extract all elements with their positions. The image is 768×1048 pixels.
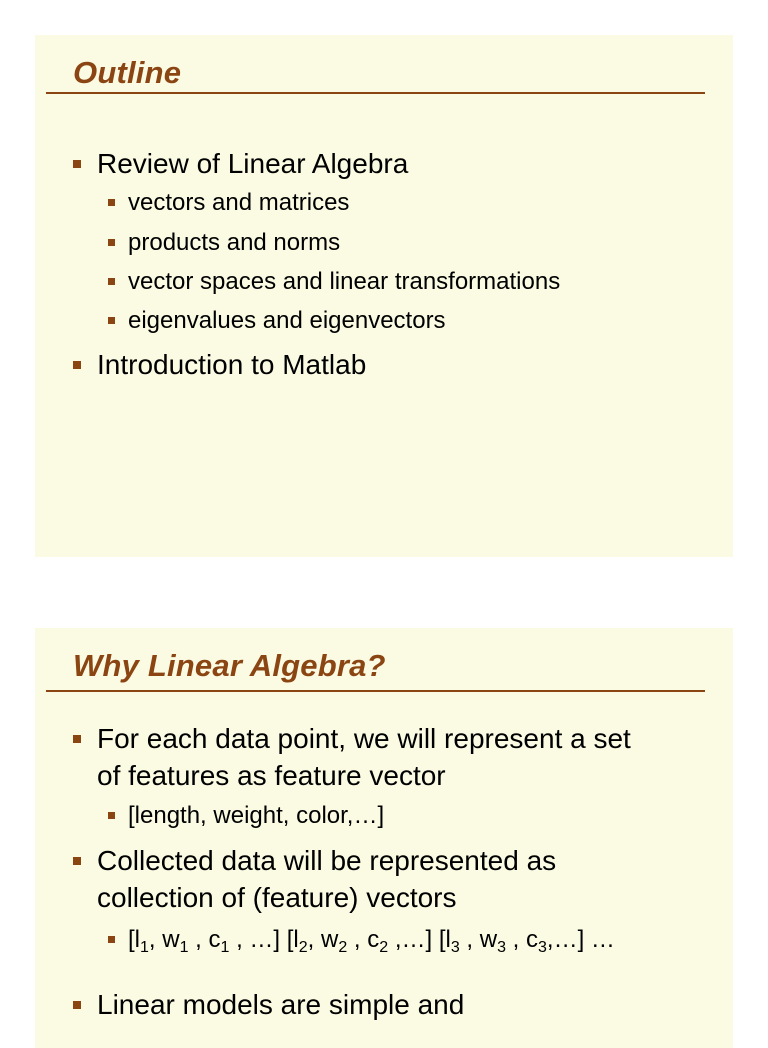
- bullet-text: eigenvalues and eigenvectors: [128, 307, 446, 334]
- bullet-square-icon: [108, 317, 115, 324]
- bullet-square-icon: [108, 239, 115, 246]
- list-item: [128, 306, 728, 336]
- list-item: [128, 267, 728, 297]
- bullet-text: Introduction to Matlab: [97, 349, 367, 380]
- bullet-text: vector spaces and linear transformations: [128, 268, 561, 295]
- list-item: [97, 986, 727, 1023]
- bullet-text: vectors and matrices: [128, 189, 350, 216]
- list-item: [128, 801, 728, 831]
- title-rule: [46, 690, 705, 692]
- slide-outline: [35, 35, 733, 557]
- slide-why-linear-algebra: [35, 628, 733, 1048]
- bullet-text-line: collection of (feature) vectors: [97, 882, 457, 913]
- bullet-text: [length, weight, color,…]: [128, 802, 385, 829]
- list-item: [97, 346, 727, 383]
- bullet-square-icon: [73, 1001, 81, 1009]
- list-item: [128, 925, 728, 955]
- bullet-text: products and norms: [128, 229, 341, 256]
- bullet-square-icon: [108, 278, 115, 285]
- list-item: [97, 720, 727, 794]
- bullet-square-icon: [73, 735, 81, 743]
- vector-sequence: [$l_1$, $w_1$ , $c_1$ , …] [$l_2$, $w_2$ , $c_2$ ,…] [$l_3$ , $w_3$ , $c_3,\dots$] …: [128, 926, 615, 956]
- bullet-square-icon: [73, 361, 81, 369]
- bullet-text: Linear models are simple and: [97, 989, 465, 1020]
- bullet-text: Review of Linear Algebra: [97, 148, 409, 179]
- slide-title: Why Linear Algebra?: [73, 648, 386, 683]
- bullet-text-line: of features as feature vector: [97, 760, 446, 791]
- slide-title: Outline: [73, 55, 182, 90]
- bullet-square-icon: [73, 857, 81, 865]
- list-item: [128, 228, 728, 258]
- bullet-square-icon: [108, 936, 115, 943]
- list-item: [128, 188, 728, 218]
- bullet-square-icon: [108, 199, 115, 206]
- title-rule: [46, 92, 705, 94]
- bullet-text-line: Collected data will be represented as: [97, 845, 557, 876]
- bullet-text-line: For each data point, we will represent a set: [97, 723, 631, 754]
- bullet-square-icon: [108, 812, 115, 819]
- bullet-square-icon: [73, 160, 81, 168]
- list-item: [97, 145, 727, 182]
- list-item: [97, 842, 727, 916]
